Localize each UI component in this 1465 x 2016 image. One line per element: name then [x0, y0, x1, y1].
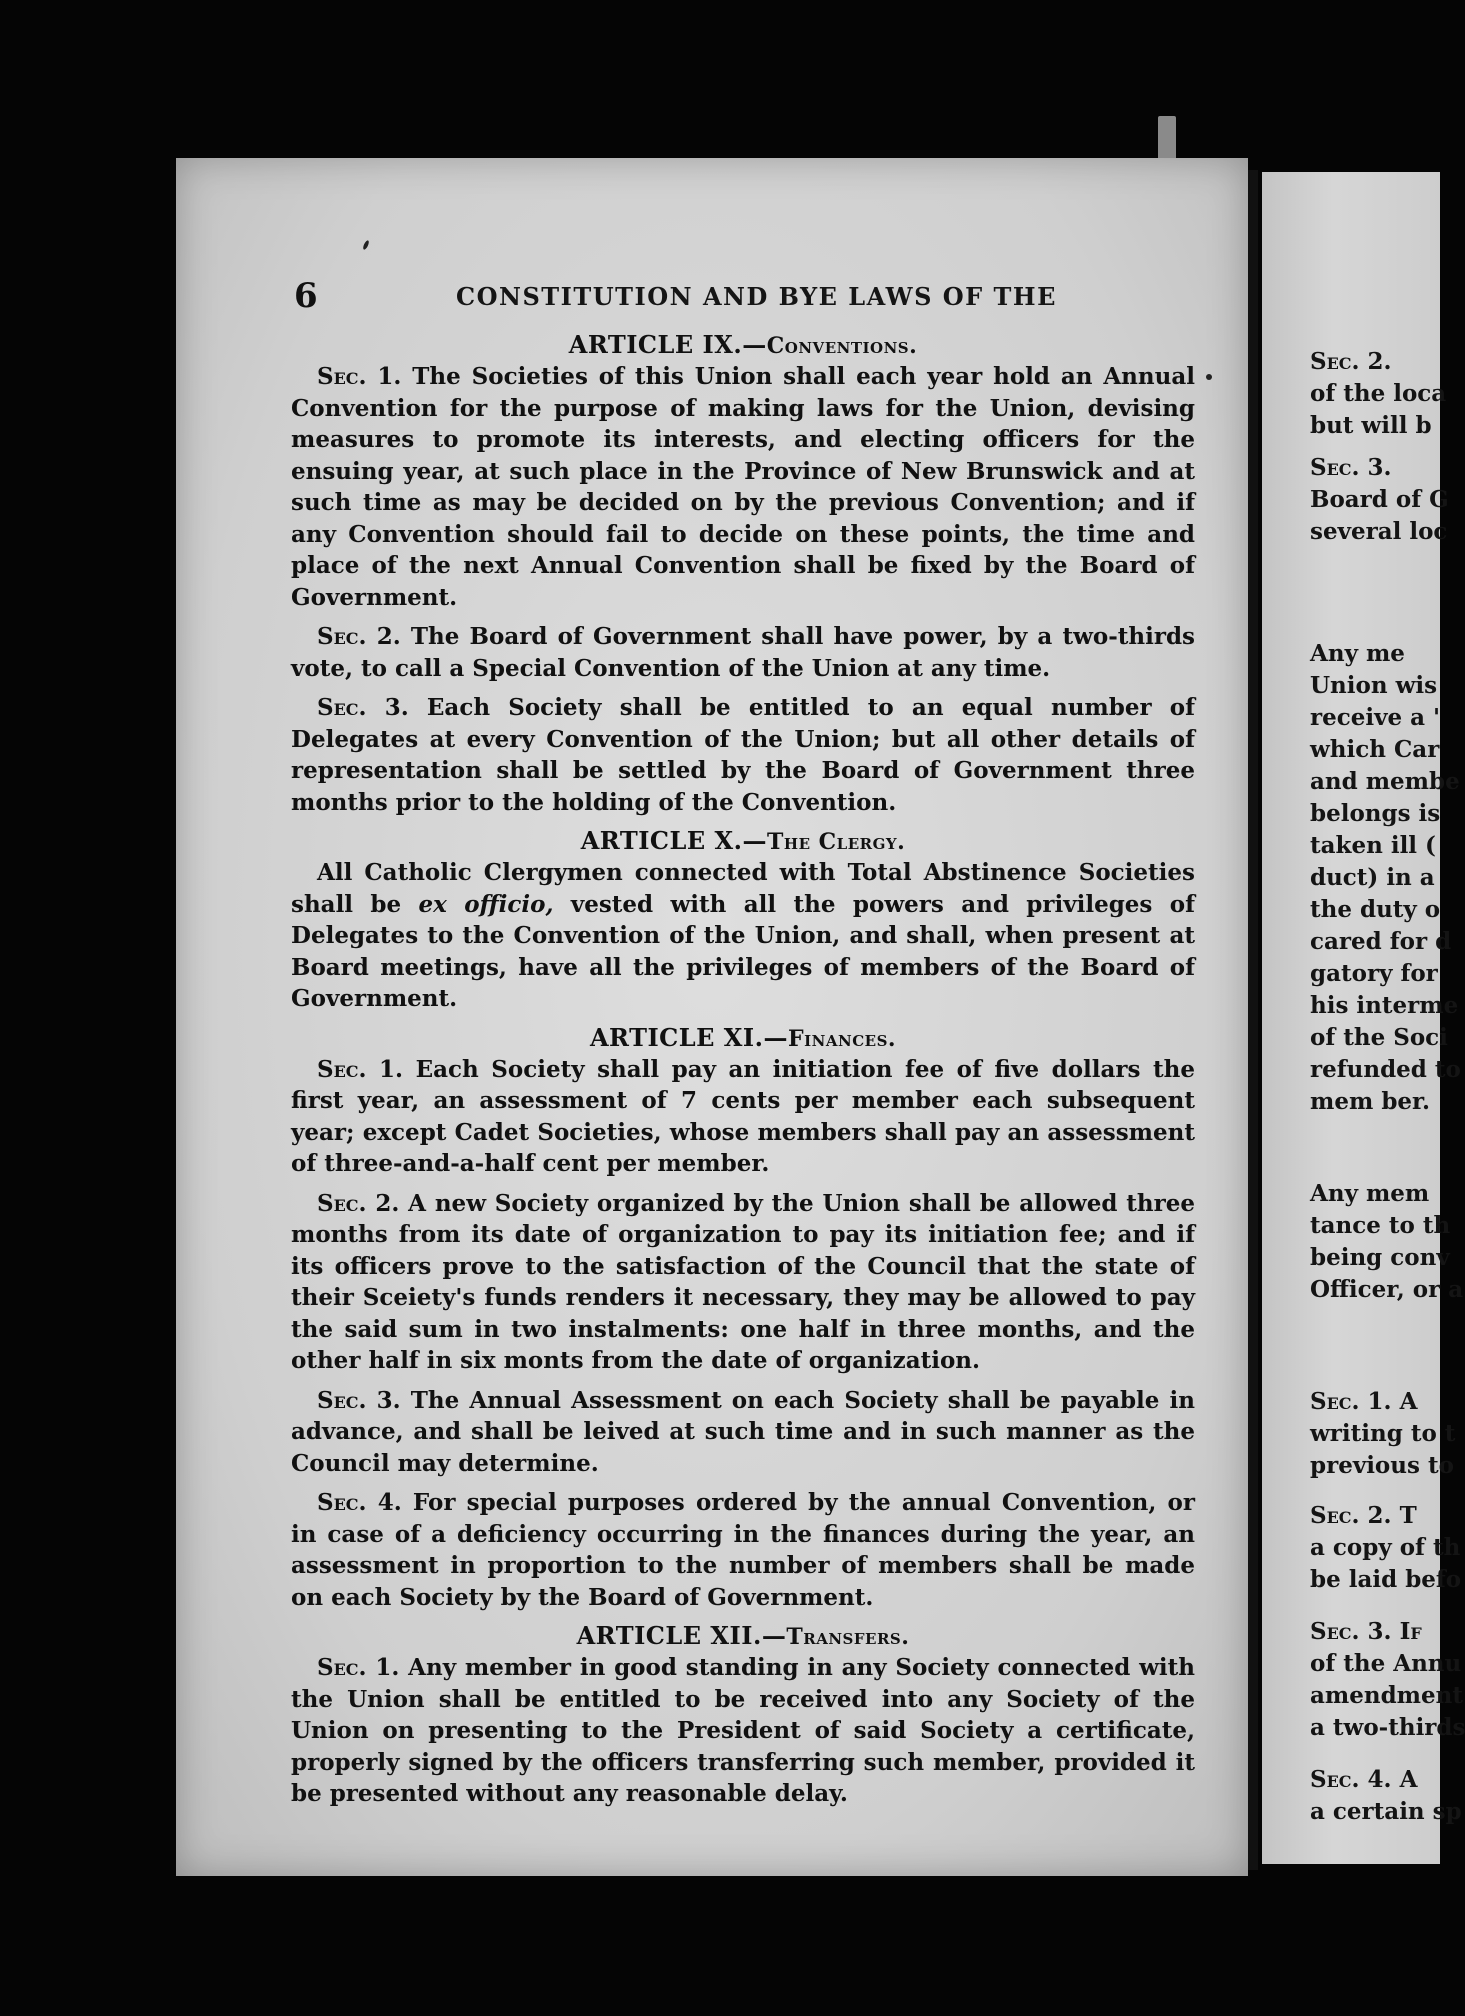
- right-page-line: duct) in a: [1310, 864, 1435, 891]
- right-page-line: several loc: [1310, 518, 1448, 545]
- right-page-line: of the loca: [1310, 380, 1447, 407]
- right-page-line: Sec. 1. A: [1310, 1388, 1418, 1415]
- article-number: ARTICLE XI.—: [589, 1022, 788, 1052]
- section-paragraph: [291, 1188, 1195, 1377]
- section-text: For special purposes ordered by the annual Convention, or in case of a deficiency occurring in the finances during the year, an assessment in proportion to the number of members shall be made on each Society by the Board of Government.: [291, 1489, 1195, 1611]
- right-page-line: tance to th: [1310, 1212, 1451, 1239]
- section-text: The Board of Government shall have power, by a two-thirds vote, to call a Special Convention of the Union at any time.: [291, 623, 1195, 682]
- article-paragraph: [291, 857, 1195, 1015]
- article-heading: [291, 330, 1195, 359]
- right-page-line: belongs is: [1310, 800, 1441, 827]
- section-label: Sec. 3.: [317, 694, 409, 721]
- right-page-line: Any me: [1310, 640, 1405, 667]
- section-text: The Annual Assessment on each Society shall be payable in advance, and shall be leived at such time and in such manner as the Council may determine.: [291, 1386, 1195, 1477]
- article-number: ARTICLE IX.—: [568, 330, 767, 359]
- section-paragraph: [291, 692, 1195, 818]
- ink-speck: [1206, 374, 1212, 380]
- right-page-line: writing to t: [1310, 1420, 1456, 1447]
- right-page-line: receive a ': [1310, 704, 1441, 731]
- right-page-line: previous to: [1310, 1452, 1454, 1479]
- right-page-line: a two-thirds: [1310, 1714, 1465, 1741]
- article-title: Conventions.: [766, 333, 918, 359]
- right-page-line: refunded to: [1310, 1056, 1461, 1083]
- right-page: [1262, 172, 1465, 1864]
- latin-phrase: ex officio,: [418, 890, 554, 918]
- section-text: A new Society organized by the Union shall be allowed three months from its date of organization to pay its initiation fee; and if its officers prove to the satisfaction of the Council that the state of their Sceiety's funds renders it necessary, they may be allowed to pay the said sum in two instalments: one half in three months, and the other half in six monts from the date of organization.: [291, 1189, 1195, 1374]
- section-text: Any member in good standing in any Society connected with the Union shall be entitled to be received into any Society of the Union on presenting to the President of said Society a certificate, properly signed by the officers transferring such member, provided it be presented without any reasonable delay.: [291, 1654, 1195, 1807]
- right-page-line: which Car: [1310, 736, 1440, 763]
- right-page-line: Board of G: [1310, 486, 1449, 513]
- section-paragraph: [291, 1054, 1195, 1180]
- right-page-line: of the Soci: [1310, 1024, 1448, 1051]
- article-title: Transfers.: [786, 1624, 910, 1650]
- right-page-line: Sec. 4. A: [1310, 1766, 1418, 1793]
- right-page-line: his interme: [1310, 992, 1459, 1019]
- article-number: ARTICLE XII.—: [576, 1621, 787, 1650]
- article-heading: [291, 1023, 1195, 1052]
- right-page-line: amendment: [1310, 1682, 1463, 1709]
- right-page-line: of the Annu: [1310, 1650, 1462, 1677]
- section-label: Sec. 1.: [317, 363, 402, 390]
- right-page-line: Any mem: [1310, 1180, 1430, 1207]
- right-page-line: Sec. 3. If: [1310, 1618, 1422, 1645]
- section-text: Each Society shall be entitled to an equal number of Delegates at every Convention of the Union; but all other details of representation shall be settled by the Board of Government three months prior to the holding of the Convention.: [291, 694, 1195, 816]
- section-label: Sec. 4.: [317, 1489, 402, 1516]
- section-label: Sec. 1.: [317, 1055, 404, 1083]
- right-page-line: cared for d: [1310, 928, 1452, 955]
- section-paragraph: [291, 1385, 1195, 1480]
- section-label: Sec. 1.: [317, 1654, 400, 1681]
- section-label: Sec. 3.: [317, 1386, 401, 1414]
- article-heading: [291, 1621, 1195, 1650]
- right-page-line: but will b: [1310, 412, 1432, 439]
- section-paragraph: [291, 621, 1195, 684]
- right-page-line: a copy of th: [1310, 1534, 1461, 1561]
- section-paragraph: [291, 1652, 1195, 1810]
- page-body: [291, 328, 1195, 1818]
- section-label: Sec. 2.: [317, 1189, 400, 1217]
- right-page-line: the duty o: [1310, 896, 1441, 923]
- article-title: Finances.: [788, 1025, 897, 1052]
- section-paragraph: [291, 1487, 1195, 1613]
- right-page-line: Officer, or a: [1310, 1276, 1464, 1303]
- section-paragraph: [291, 361, 1195, 613]
- right-page-line: gatory for: [1310, 960, 1438, 987]
- right-page-line: be laid befo: [1310, 1566, 1462, 1593]
- page-number: 6: [294, 276, 318, 316]
- section-text: The Societies of this Union shall each year hold an Annual Convention for the purpose of making laws for the Union, devising measures to promote its interests, and electing officers for the ensuing year, at such place in the Province of New Brunswick and at such time as may be decided on by the previous Convention; and if any Convention should fail to decide on these points, the time and place of the next Annual Convention shall be fixed by the Board of Government.: [291, 363, 1195, 611]
- running-title: CONSTITUTION AND BYE LAWS OF THE: [456, 282, 1057, 311]
- running-head: [294, 276, 1234, 316]
- article-title: The Clergy.: [767, 829, 906, 855]
- paragraph-text: vested with all the powers and privileges of Delegates to the Convention of the Union, and shall, when present at Board meetings, have all the privileges of members of the Board of Government.: [291, 890, 1195, 1012]
- section-text: Each Society shall pay an initiation fee of five dollars the first year, an assessment of 7 cents per member each subsequent year; except Cadet Societies, whose members shall pay an assessment of three-and-a-half cent per member.: [291, 1055, 1195, 1177]
- article-number: ARTICLE X.—: [580, 826, 768, 855]
- right-page-line: a certain sp: [1310, 1798, 1462, 1825]
- right-page-line: Sec. 2. T: [1310, 1502, 1417, 1529]
- left-page: [176, 158, 1248, 1876]
- right-page-line: Union wis: [1310, 672, 1438, 699]
- right-page-line: and membe: [1310, 768, 1460, 795]
- ink-speck: [362, 240, 370, 251]
- right-page-line: mem ber.: [1310, 1088, 1431, 1115]
- section-label: Sec. 2.: [317, 623, 401, 650]
- article-heading: [291, 826, 1195, 855]
- right-page-line: Sec. 3.: [1310, 454, 1392, 481]
- right-page-line: being conv: [1310, 1244, 1450, 1271]
- right-page-line: taken ill (: [1310, 832, 1436, 859]
- paragraph-text: All Catholic Clergymen connected with Total Abstinence Societies shall be: [291, 859, 1195, 918]
- right-page-line: Sec. 2.: [1310, 348, 1392, 375]
